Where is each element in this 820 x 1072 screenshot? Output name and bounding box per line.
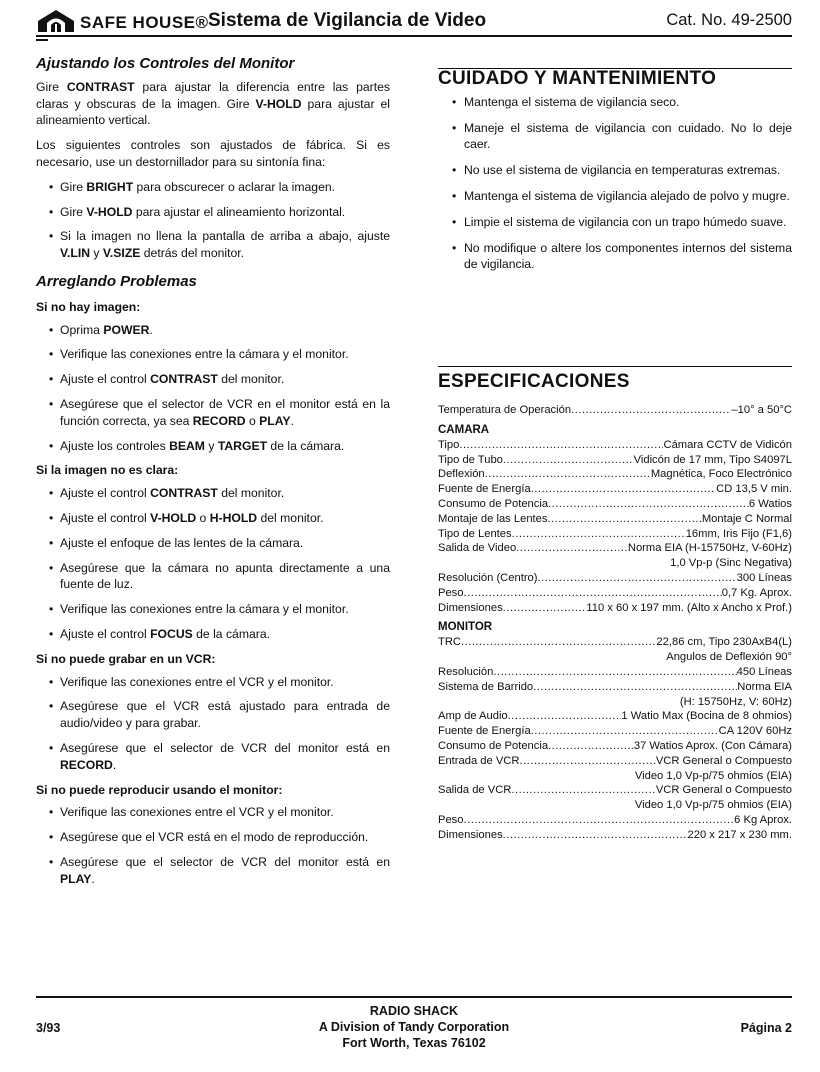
leader-dots — [538, 571, 737, 586]
section-title-monitor-controls: Ajustando los Controles del Monitor — [36, 55, 295, 72]
spec-row — [438, 453, 792, 468]
footer-company: RADIO SHACK — [369, 1004, 459, 1018]
spec-value: Montaje C Normal — [701, 512, 792, 525]
leader-dots — [516, 541, 628, 556]
list-item: • Asegúrese que el VCR está en el modo de reproducción. — [36, 829, 390, 846]
list-item: • Gire BRIGHT para obscurecer o aclarar la imagen. — [36, 179, 390, 196]
list-item: • Ajuste el enfoque de las lentes de la cámara. — [36, 535, 390, 552]
spec-value-continued: Video 1,0 Vp-p/75 ohmios (EIA) — [634, 769, 792, 782]
spec-label: Amp de Audio — [438, 710, 508, 723]
leader-dots — [503, 453, 634, 468]
brand-name: SAFE HOUSE® — [80, 13, 209, 32]
subheading-unclear-image: Si la imagen no es clara: — [36, 463, 179, 478]
spec-value: Norma EIA — [737, 680, 792, 693]
camera-spec-list — [438, 438, 792, 616]
spec-value: CA 120V 60Hz — [718, 725, 792, 738]
footer-publisher — [36, 1003, 792, 1051]
spec-row — [438, 438, 792, 453]
spec-value: –10° a 50°C — [731, 404, 792, 416]
spec-value: 1 Watio Max (Bocina de 8 ohmios) — [621, 710, 792, 723]
list-item: • Verifique las conexiones entre la cámara y el monitor. — [36, 601, 390, 618]
page-header — [36, 6, 792, 36]
leader-dots — [459, 438, 663, 453]
spec-row — [438, 635, 792, 650]
spec-label: Tipo — [438, 438, 460, 451]
spec-value: 6 Watios — [748, 497, 792, 510]
spec-value: Cámara CCTV de Vidicón — [663, 438, 792, 451]
spec-label: Deflexión — [438, 468, 485, 481]
leader-dots — [485, 467, 651, 482]
leader-dots — [493, 665, 736, 680]
subheading-no-image: Si no hay imagen: — [36, 299, 141, 314]
spec-value-continued: Video 1,0 Vp-p/75 ohmios (EIA) — [634, 799, 792, 812]
spec-row — [438, 541, 792, 556]
spec-value: 22,86 cm, Tipo 230AxB4(L) — [656, 636, 792, 649]
header-rule — [36, 35, 792, 37]
list-item: • Verifique las conexiones entre el VCR y el monitor. — [36, 674, 390, 691]
spec-label: Sistema de Barrido — [438, 680, 534, 693]
spec-row — [438, 497, 792, 512]
spec-row — [438, 739, 792, 754]
paragraph-factory-controls: Los siguientes controles son ajustados de fábrica. Si es necesario, use un destornillador para su sintonía fina: — [36, 138, 390, 169]
spec-row — [438, 586, 792, 601]
leader-dots — [464, 586, 722, 601]
cannot-play-list — [36, 804, 390, 887]
list-item: • Si la imagen no llena la pantalla de arriba a abajo, ajuste V.LIN y V.SIZE detrás del monitor. — [36, 228, 390, 262]
spec-row — [438, 527, 792, 542]
house-logo-icon — [36, 8, 76, 34]
spec-row — [438, 754, 792, 769]
spec-label: Consumo de Potencia — [438, 739, 549, 752]
cannot-record-list — [36, 674, 390, 774]
list-item: • Asegúrese que el selector de VCR del monitor está en PLAY. — [36, 854, 390, 888]
leader-dots — [508, 709, 622, 724]
camera-heading: CAMARA — [438, 423, 490, 436]
controls-list — [36, 179, 390, 262]
spec-value: 0,7 Kg. Aprox. — [721, 586, 792, 599]
spec-row-temperature — [438, 403, 792, 418]
leader-dots — [571, 403, 731, 418]
spec-value: Norma EIA (H-15750Hz, V-60Hz) — [627, 542, 792, 555]
footer-address: Fort Worth, Texas 76102 — [342, 1036, 486, 1050]
spec-row — [438, 724, 792, 739]
spec-row — [438, 783, 792, 798]
paragraph-contrast: Gire CONTRAST para ajustar la diferencia entre las partes claras y obscuras de la imagen. Gire V-HOLD para ajustar el alineamiento vertical. — [36, 79, 390, 128]
spec-label: Peso — [438, 813, 464, 826]
footer-rule — [36, 996, 792, 998]
spec-value: 6 Kg Aprox. — [734, 813, 792, 826]
spec-value: 37 Watios Aprox. (Con Cámara) — [633, 739, 792, 752]
spec-label: Dimensiones — [438, 601, 503, 614]
spec-row — [438, 512, 792, 527]
leader-dots — [548, 497, 749, 512]
left-column — [36, 56, 390, 895]
leader-dots — [464, 813, 735, 828]
spec-label: Montaje de las Lentes — [438, 512, 548, 525]
subheading-cannot-play: Si no puede reproducir usando el monitor: — [36, 782, 283, 797]
leader-dots — [511, 783, 655, 798]
spec-label: Tipo de Tubo — [438, 453, 503, 466]
spec-label: Resolución — [438, 665, 494, 678]
list-item: • Limpie el sistema de vigilancia con un trapo húmedo suave. — [438, 214, 792, 231]
spec-label: Temperatura de Operación — [438, 404, 572, 416]
spec-value: Magnética, Foco Electrónico — [650, 468, 792, 481]
spec-value: 300 Líneas — [736, 571, 792, 584]
spec-label: Fuente de Energía — [438, 725, 531, 738]
footer-division: A Division of Tandy Corporation — [318, 1020, 510, 1034]
specifications-section — [438, 366, 792, 843]
spec-value-continued: 1,0 Vp-p (Sinc Negativa) — [670, 557, 792, 570]
spec-row — [438, 482, 792, 497]
care-section — [438, 68, 792, 282]
spec-label: Entrada de VCR — [438, 754, 520, 767]
leader-dots — [503, 828, 688, 843]
list-item: • Asegúrese que el VCR está ajustado para entrada de audio/video y para grabar. — [36, 698, 390, 732]
leader-dots — [533, 680, 737, 695]
spec-label: Salida de VCR — [438, 784, 512, 797]
care-list — [438, 94, 792, 273]
leader-dots — [531, 724, 719, 739]
spec-value: 220 x 217 x 230 mm. — [687, 828, 792, 841]
leader-dots — [531, 482, 716, 497]
spec-row — [438, 571, 792, 586]
header-tick — [36, 39, 48, 41]
spec-row — [438, 828, 792, 843]
list-item: • Verifique las conexiones entre la cámara y el monitor. — [36, 346, 390, 363]
catalog-number: Cat. No. 49-2500 — [666, 11, 792, 29]
list-item: • No use el sistema de vigilancia en temperaturas extremas. — [438, 162, 792, 179]
list-item: • Gire V-HOLD para ajustar el alineamiento horizontal. — [36, 204, 390, 221]
list-item: • Ajuste el control CONTRAST del monitor. — [36, 371, 390, 388]
spec-label: Consumo de Potencia — [438, 497, 549, 510]
care-title: CUIDADO Y MANTENIMIENTO — [438, 68, 717, 89]
spec-value-continued: (H: 15750Hz, V: 60Hz) — [679, 695, 792, 708]
spec-value: CD 13,5 V min. — [716, 483, 792, 496]
list-item: • No modifique o altere los componentes internos del sistema de vigilancia. — [438, 240, 792, 274]
list-item: • Maneje el sistema de vigilancia con cuidado. No lo deje caer. — [438, 120, 792, 154]
spec-value: 450 Líneas — [736, 665, 792, 678]
spec-label: Resolución (Centro) — [438, 571, 538, 584]
monitor-heading: MONITOR — [438, 621, 493, 634]
list-item: • Ajuste los controles BEAM y TARGET de la cámara. — [36, 438, 390, 455]
spec-value: 110 x 60 x 197 mm. (Alto x Ancho x Prof.) — [586, 601, 792, 614]
list-item: • Verifique las conexiones entre el VCR y el monitor. — [36, 804, 390, 821]
spec-label: Salida de Video — [438, 542, 517, 555]
spec-value: VCR General o Compuesto — [655, 784, 792, 797]
list-item: • Mantenga el sistema de vigilancia alejado de polvo y mugre. — [438, 188, 792, 205]
footer-page-number: Página 2 — [740, 1021, 792, 1035]
spec-row — [438, 709, 792, 724]
list-item: • Ajuste el control CONTRAST del monitor. — [36, 485, 390, 502]
spec-row — [438, 680, 792, 695]
spec-value: VCR General o Compuesto — [655, 754, 792, 767]
spec-label: TRC — [438, 636, 461, 649]
list-item: • Ajuste el control V-HOLD o H-HOLD del monitor. — [36, 510, 390, 527]
spec-label: Tipo de Lentes — [438, 527, 512, 540]
section-title-troubleshooting: Arreglando Problemas — [36, 272, 197, 290]
leader-dots — [548, 739, 634, 754]
document-title: Sistema de Vigilancia de Video — [208, 10, 487, 31]
list-item: • Ajuste el control FOCUS de la cámara. — [36, 626, 390, 643]
spec-label: Peso — [438, 586, 464, 599]
list-item: • Mantenga el sistema de vigilancia seco. — [438, 94, 792, 111]
list-item: • Asegúrese que el selector de VCR del monitor está en RECORD. — [36, 740, 390, 774]
subheading-cannot-record: Si no puede grabar en un VCR: — [36, 651, 216, 666]
spec-row — [438, 467, 792, 482]
monitor-spec-list — [438, 635, 792, 842]
leader-dots — [461, 635, 656, 650]
leader-dots — [503, 601, 587, 616]
list-item: • Asegúrese que el selector de VCR en el monitor está en la función correcta, ya sea RECORD o PLAY. — [36, 396, 390, 430]
spec-row — [438, 601, 792, 616]
leader-dots — [512, 527, 686, 542]
spec-value: 16mm, Iris Fijo (F1,6) — [685, 527, 792, 540]
spec-row — [438, 665, 792, 680]
leader-dots — [547, 512, 701, 527]
no-image-list — [36, 322, 390, 455]
list-item: • Asegúrese que la cámara no apunta directamente a una fuente de luz. — [36, 560, 390, 594]
footer-date: 3/93 — [36, 1021, 61, 1035]
spec-title: ESPECIFICACIONES — [438, 371, 630, 392]
spec-value-continued: Angulos de Deflexión 90° — [666, 651, 792, 664]
leader-dots — [519, 754, 655, 769]
spec-label: Dimensiones — [438, 828, 503, 841]
spec-label: Fuente de Energía — [438, 483, 531, 496]
unclear-image-list — [36, 485, 390, 643]
spec-value: Vidicón de 17 mm, Tipo S4097L — [633, 453, 792, 466]
list-item: • Oprima POWER. — [36, 322, 390, 339]
spec-row — [438, 813, 792, 828]
